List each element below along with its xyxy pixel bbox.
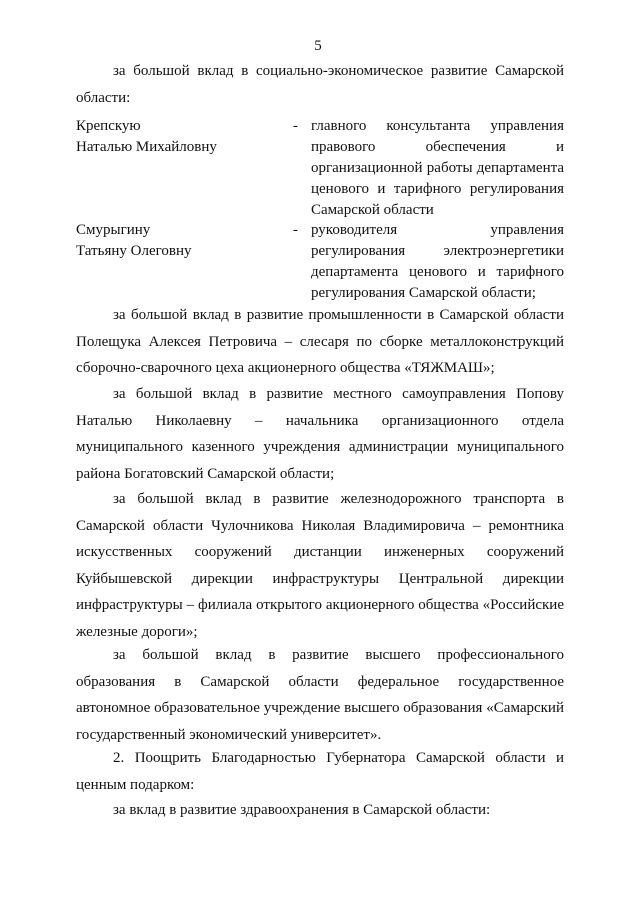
- page-number: 5: [314, 38, 322, 54]
- paragraph-industry: за большой вклад в развитие промышленности в Самарской области Полещука Алексея Петровича – слесаря по сборке металлоконструкций сборочно-сварочного цеха акционерного общества «ТЯЖМАШ»;: [76, 307, 564, 376]
- person-name: Смурыгину Татьяну Олеговну: [76, 222, 192, 259]
- paragraph-higher-education: за большой вклад в развитие высшего профессионального образования в Самарской области федеральное государственное автономное образовательное учреждение высшего образования «Самарский государственный экономический университет».: [76, 647, 564, 743]
- paragraph-governor-gratitude: 2. Поощрить Благодарностью Губернатора Самарской области и ценным подарком:: [76, 750, 564, 793]
- paragraph-railway: за большой вклад в развитие железнодорожного транспорта в Самарской области Чулочникова Николая Владимировича – ремонтника искусственных сооружений дистанции инженерных сооружений Куйбышевской дирекции инфраструктуры Центральной дирекции инфраструктуры – филиала открытого акционерного общества «Российские железные дороги»;: [76, 491, 564, 640]
- paragraph-healthcare: за вклад в развитие здравоохранения в Самарской области:: [113, 802, 491, 818]
- person-position: главного консультанта управления правового обеспечения и организационной работы департамента ценового и тарифного регулирования Самарской области: [311, 118, 564, 218]
- dash-separator: -: [293, 118, 298, 134]
- person-position: руководителя управления регулирования электроэнергетики департамента ценового и тарифного регулирования Самарской области;: [311, 222, 564, 301]
- person-name: Крепскую Наталью Михайловну: [76, 118, 217, 155]
- dash-separator: -: [293, 222, 298, 238]
- paragraph-socioeconomic: за большой вклад в социально-экономическое развитие Самарской области:: [76, 63, 564, 106]
- paragraph-local-government: за большой вклад в развитие местного самоуправления Попову Наталью Николаевну – начальника организационного отдела муниципального казенного учреждения администрации муниципального района Богатовский Самарской области;: [76, 386, 564, 482]
